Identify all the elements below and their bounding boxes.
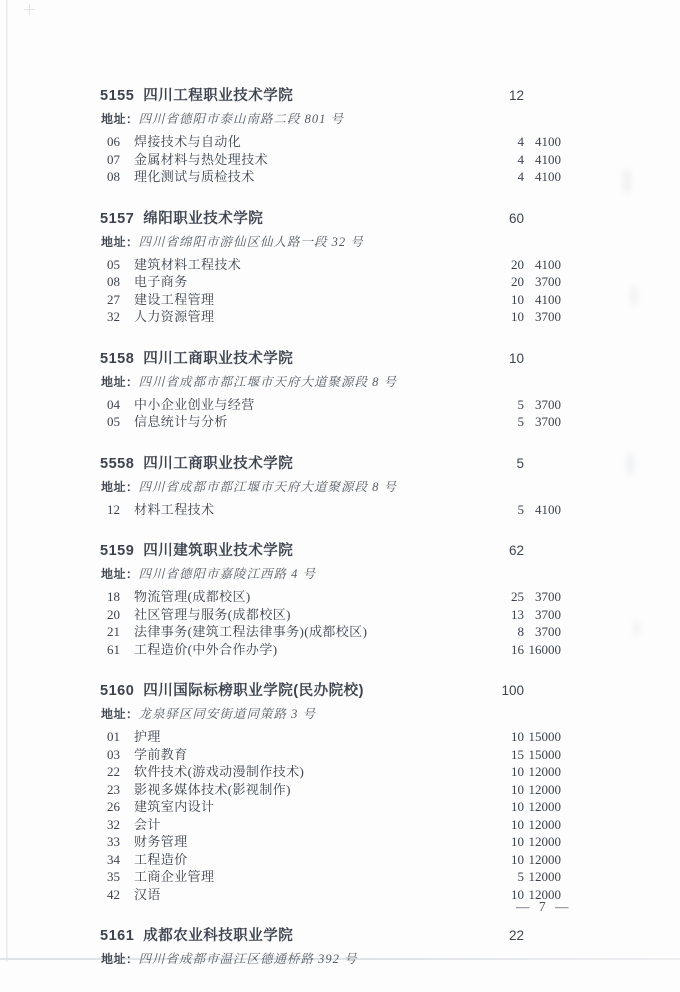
institution-code: 5158 [100,350,135,367]
scan-smudge [630,286,638,306]
address-label: 地址： [101,567,139,581]
institution-header [100,926,561,946]
major-quota: 10 [511,309,524,324]
major-row [100,728,561,746]
major-name: 软件技术(游戏动漫制作技术) [134,764,305,779]
major-code: 12 [107,501,120,517]
page-number: — 7 — [516,899,572,914]
major-name: 汉语 [134,886,161,902]
major-row [100,606,561,624]
address-label: 地址： [101,374,139,389]
major-quota: 10 [511,886,524,902]
major-code: 05 [107,256,120,272]
major-row [100,641,561,659]
major-row [100,588,561,606]
institution-name: 四川国际标榜职业学院(民办院校) [143,683,364,699]
institution-header [100,454,561,474]
major-quota: 5 [517,869,524,884]
major-name: 建筑材料工程技术 [134,256,242,272]
major-code: 04 [107,396,120,412]
institution-total-quota: 10 [508,350,524,366]
major-code: 07 [107,151,120,167]
major-quota: 5 [517,501,524,517]
institution-address-row [101,477,561,497]
scan-smudge [622,168,632,194]
institution-name: 绵阳职业技术学院 [143,210,264,227]
major-name: 护理 [134,729,161,744]
major-code: 34 [107,851,120,867]
major-code: 26 [107,799,120,814]
institution-address: 四川省成都市温江区德通桥路 392 号 [138,952,358,966]
major-quota: 10 [511,291,524,307]
major-fee: 4100 [535,151,561,167]
major-code: 35 [107,869,120,884]
major-quota: 20 [511,274,524,289]
majors-list [100,396,561,431]
majors-list [100,728,561,903]
majors-list [100,588,561,658]
major-fee: 4100 [535,256,561,272]
major-row [100,851,561,869]
major-quota: 10 [511,729,524,744]
majors-list [100,501,561,519]
major-quota: 10 [511,834,524,849]
major-code: 21 [107,624,120,639]
institution-name: 四川工商职业技术学院 [143,455,294,472]
major-quota: 25 [511,589,524,604]
institution-code: 5155 [100,88,135,104]
major-fee: 4100 [535,169,561,184]
major-quota: 5 [517,414,524,429]
major-row [100,763,561,781]
institution-name: 四川工程职业技术学院 [143,88,294,104]
major-fee: 3700 [535,396,561,412]
institution-address-row [101,704,561,724]
institution-address: 四川省成都市都江堰市天府大道聚源段 8 号 [138,479,398,494]
major-name: 焊接技术与自动化 [134,134,242,149]
major-code: 03 [107,746,120,762]
major-row [100,623,561,641]
address-label: 地址： [101,479,139,494]
institution-name: 四川工商职业技术学院 [143,350,294,367]
major-quota: 10 [511,764,524,779]
major-quota: 4 [517,169,524,184]
institution-code: 5558 [100,455,135,472]
document-page [100,86,561,992]
institution-address: 四川省绵阳市游仙区仙人路一段 32 号 [138,234,364,249]
major-fee: 12000 [528,834,561,849]
majors-list [100,256,561,326]
institution-address-row [101,949,561,969]
major-quota: 15 [511,746,524,762]
major-quota: 10 [511,851,524,867]
major-quota: 16 [511,641,524,657]
institution-section [100,349,561,431]
institution-address-row [101,564,561,584]
address-label: 地址： [101,234,139,249]
major-row [100,798,561,816]
major-quota: 20 [511,256,524,272]
major-code: 18 [107,589,120,604]
institution-name: 成都农业科技职业学院 [143,928,294,944]
major-fee: 3700 [535,624,561,639]
major-fee: 3700 [535,274,561,289]
major-code: 08 [107,169,120,184]
major-fee: 3700 [535,606,561,622]
institution-section [100,681,561,903]
major-fee: 12000 [528,816,561,832]
major-fee: 12000 [528,886,561,902]
institution-address: 四川省德阳市嘉陵江西路 4 号 [138,567,317,581]
major-quota: 10 [511,816,524,832]
scan-smudge [633,620,640,636]
major-name: 金属材料与热处理技术 [134,151,269,167]
major-row [100,256,561,274]
institution-address-row [101,109,561,129]
major-fee: 16000 [528,641,561,657]
major-quota: 5 [517,396,524,412]
major-name: 建筑室内设计 [134,799,215,814]
major-row [100,308,561,326]
institution-total-quota: 60 [508,210,524,226]
institution-code: 5160 [100,683,135,699]
major-fee: 12000 [528,851,561,867]
major-name: 材料工程技术 [134,501,215,517]
institution-code: 5159 [100,543,135,559]
major-name: 电子商务 [134,274,188,289]
major-quota: 8 [517,624,524,639]
major-name: 信息统计与分析 [134,414,228,429]
institution-header [100,541,561,561]
scan-smudge [626,452,635,476]
major-row [100,151,561,169]
major-code: 23 [107,781,120,797]
major-quota: 4 [517,151,524,167]
major-name: 理化测试与质检技术 [134,169,255,184]
major-fee: 15000 [528,729,561,744]
major-fee: 4100 [535,291,561,307]
major-quota: 10 [511,799,524,814]
major-code: 32 [107,816,120,832]
major-fee: 12000 [528,799,561,814]
major-row [100,413,561,431]
institution-total-quota: 22 [508,928,524,943]
address-label: 地址： [101,952,139,966]
institution-address-row [101,372,561,392]
major-name: 法律事务(建筑工程法律事务)(成都校区) [134,624,368,639]
major-row [100,746,561,764]
institution-header [100,209,561,229]
address-label: 地址： [101,112,139,126]
page-left-edge [6,0,8,962]
registration-mark-icon [24,4,35,15]
major-fee: 12000 [528,781,561,797]
major-name: 会计 [134,816,161,832]
major-row [100,168,561,186]
major-code: 05 [107,414,120,429]
major-row [100,291,561,309]
major-code: 42 [107,886,120,902]
major-name: 建设工程管理 [134,291,215,307]
major-name: 工程造价 [134,851,188,867]
major-code: 27 [107,291,120,307]
major-name: 物流管理(成都校区) [134,589,251,604]
major-code: 33 [107,834,120,849]
major-fee: 3700 [535,414,561,429]
major-name: 中小企业创业与经营 [134,396,255,412]
institution-header [100,349,561,369]
major-name: 社区管理与服务(成都校区) [134,606,291,622]
institution-code: 5157 [100,210,135,227]
address-label: 地址： [101,707,139,721]
major-name: 财务管理 [134,834,188,849]
major-row [100,816,561,834]
major-code: 61 [107,641,120,657]
major-name: 工商企业管理 [134,869,215,884]
major-name: 工程造价(中外合作办学) [134,641,278,657]
major-fee: 3700 [535,309,561,324]
major-name: 学前教育 [134,746,188,762]
major-quota: 10 [511,781,524,797]
institution-total-quota: 12 [508,88,524,103]
major-code: 32 [107,309,120,324]
institution-name: 四川建筑职业技术学院 [143,543,294,559]
major-row [100,133,561,151]
major-fee: 3700 [535,589,561,604]
institution-address: 龙泉驿区同安街道同策路 3 号 [138,707,317,721]
institution-total-quota: 100 [501,683,524,698]
major-name: 影视多媒体技术(影视制作) [134,781,291,797]
institution-section [100,541,561,658]
major-row [100,501,561,519]
major-quota: 13 [511,606,524,622]
major-row [100,833,561,851]
institution-section [100,926,561,969]
major-name: 人力资源管理 [134,309,215,324]
major-row [100,396,561,414]
major-fee: 12000 [528,869,561,884]
institution-address: 四川省成都市都江堰市天府大道聚源段 8 号 [138,374,398,389]
major-row [100,273,561,291]
major-code: 22 [107,764,120,779]
institution-address-row [101,232,561,252]
major-row [100,868,561,886]
institution-address: 四川省德阳市泰山南路二段 801 号 [138,112,345,126]
majors-list [100,133,561,186]
major-fee: 15000 [528,746,561,762]
institution-list [100,86,561,969]
major-fee: 12000 [528,764,561,779]
institution-section [100,86,561,186]
major-code: 20 [107,606,120,622]
institution-section [100,209,561,326]
major-quota: 4 [517,134,524,149]
institution-header [100,681,561,701]
major-row [100,886,561,904]
institution-total-quota: 62 [508,543,524,558]
major-code: 01 [107,729,120,744]
major-code: 08 [107,274,120,289]
institution-code: 5161 [100,928,135,944]
institution-section [100,454,561,519]
institution-total-quota: 5 [516,455,524,471]
major-fee: 4100 [535,134,561,149]
major-fee: 4100 [535,501,561,517]
institution-header [100,86,561,106]
major-row [100,781,561,799]
major-code: 06 [107,134,120,149]
